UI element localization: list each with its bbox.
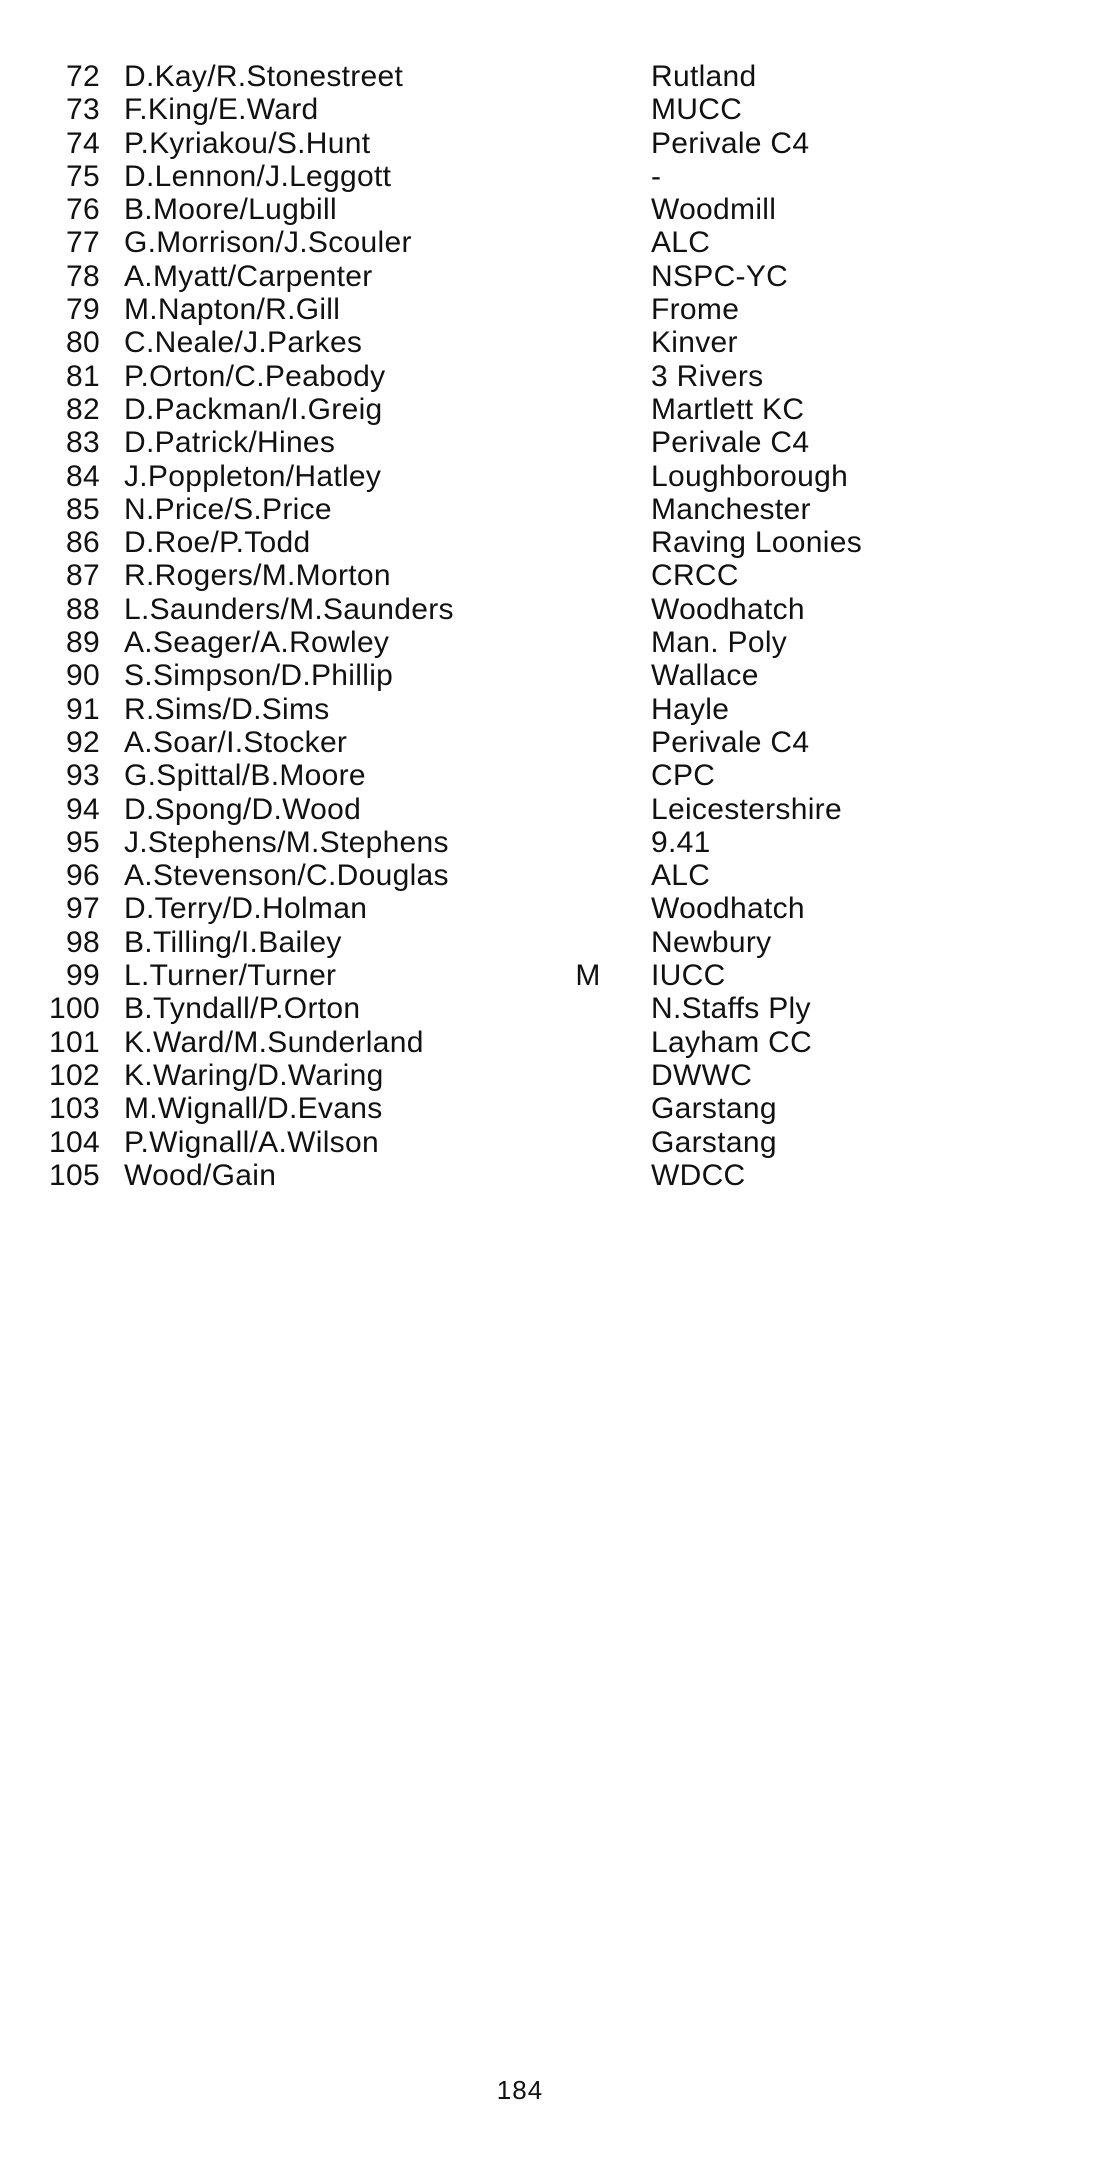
entry-number: 94 — [66, 792, 100, 826]
entry-number: 100 — [49, 992, 100, 1026]
entry-number: 88 — [66, 592, 100, 626]
crew-names: B.Tyndall/P.Orton — [124, 992, 361, 1026]
list-item — [0, 959, 1095, 992]
list-item — [0, 193, 1095, 226]
crew-names: D.Lennon/J.Leggott — [124, 159, 392, 193]
crew-names: G.Morrison/J.Scouler — [124, 226, 412, 260]
club-name: 3 Rivers — [651, 359, 764, 393]
crew-names: B.Tilling/I.Bailey — [124, 925, 342, 959]
club-name: Garstang — [651, 1125, 777, 1159]
club-name: Perivale C4 — [651, 426, 810, 460]
entry-number: 81 — [66, 359, 100, 393]
crew-names: M.Napton/R.Gill — [124, 293, 341, 327]
crew-names: A.Myatt/Carpenter — [124, 259, 373, 293]
club-name: ALC — [651, 226, 711, 260]
crew-names: S.Simpson/D.Phillip — [124, 659, 394, 693]
crew-names: K.Ward/M.Sunderland — [124, 1025, 424, 1059]
crew-names: F.King/E.Ward — [124, 93, 319, 127]
crew-names: D.Patrick/Hines — [124, 426, 336, 460]
entry-number: 101 — [49, 1025, 100, 1059]
list-item — [0, 426, 1095, 459]
list-item — [0, 1059, 1095, 1092]
class-marker: M — [575, 959, 601, 993]
list-item — [0, 360, 1095, 393]
list-item — [0, 1026, 1095, 1059]
entry-number: 72 — [66, 60, 100, 93]
crew-names: P.Wignall/A.Wilson — [124, 1125, 379, 1159]
entry-number: 93 — [66, 759, 100, 793]
club-name: Martlett KC — [651, 392, 805, 426]
entry-number: 86 — [66, 526, 100, 560]
list-item — [0, 293, 1095, 326]
list-item — [0, 859, 1095, 892]
club-name: NSPC-YC — [651, 259, 789, 293]
list-item — [0, 493, 1095, 526]
list-item — [0, 693, 1095, 726]
entry-number: 95 — [66, 825, 100, 859]
list-item — [0, 526, 1095, 559]
club-name: CRCC — [651, 559, 739, 593]
list-item — [0, 759, 1095, 792]
entry-number: 84 — [66, 459, 100, 493]
entry-number: 102 — [49, 1058, 100, 1092]
list-item — [0, 1092, 1095, 1125]
entry-number: 98 — [66, 925, 100, 959]
crew-names: J.Stephens/M.Stephens — [124, 825, 449, 859]
club-name: Kinver — [651, 326, 738, 360]
list-item — [0, 559, 1095, 592]
list-item — [0, 1159, 1095, 1192]
club-name: N.Staffs Ply — [651, 992, 811, 1026]
list-item — [0, 593, 1095, 626]
crew-names: K.Waring/D.Waring — [124, 1058, 384, 1092]
crew-names: J.Poppleton/Hatley — [124, 459, 382, 493]
club-name: Garstang — [651, 1092, 777, 1126]
list-item — [0, 1126, 1095, 1159]
club-name: MUCC — [651, 93, 743, 127]
entry-number: 80 — [66, 326, 100, 360]
entry-number: 103 — [49, 1092, 100, 1126]
club-name: Man. Poly — [651, 626, 788, 660]
list-item — [0, 127, 1095, 160]
club-name: Rutland — [651, 60, 757, 93]
entry-number: 77 — [66, 226, 100, 260]
list-item — [0, 60, 1095, 93]
crew-names: D.Packman/I.Greig — [124, 392, 383, 426]
crew-names: R.Sims/D.Sims — [124, 692, 330, 726]
list-item — [0, 926, 1095, 959]
club-name: Loughborough — [651, 459, 849, 493]
crew-names: P.Kyriakou/S.Hunt — [124, 126, 371, 160]
crew-names: B.Moore/Lugbill — [124, 193, 337, 227]
crew-names: L.Turner/Turner — [124, 959, 337, 993]
list-item — [0, 226, 1095, 259]
crew-names: L.Saunders/M.Saunders — [124, 592, 454, 626]
club-name: - — [651, 159, 662, 193]
club-name: IUCC — [651, 959, 726, 993]
entry-list — [0, 60, 1095, 1192]
entry-number: 92 — [66, 725, 100, 759]
entry-number: 75 — [66, 159, 100, 193]
list-item — [0, 260, 1095, 293]
club-name: Frome — [651, 293, 740, 327]
club-name: Layham CC — [651, 1025, 813, 1059]
entry-number: 97 — [66, 892, 100, 926]
club-name: Newbury — [651, 925, 772, 959]
list-item — [0, 826, 1095, 859]
entry-number: 78 — [66, 259, 100, 293]
crew-names: A.Stevenson/C.Douglas — [124, 859, 449, 893]
club-name: Woodmill — [651, 193, 777, 227]
crew-names: R.Rogers/M.Morton — [124, 559, 391, 593]
club-name: Perivale C4 — [651, 725, 810, 759]
club-name: Leicestershire — [651, 792, 842, 826]
list-item — [0, 726, 1095, 759]
club-name: CPC — [651, 759, 716, 793]
crew-names: A.Soar/I.Stocker — [124, 725, 348, 759]
entry-number: 85 — [66, 492, 100, 526]
crew-names: D.Roe/P.Todd — [124, 526, 311, 560]
entry-number: 89 — [66, 626, 100, 660]
crew-names: Wood/Gain — [124, 1158, 277, 1192]
club-name: Woodhatch — [651, 892, 805, 926]
entry-number: 90 — [66, 659, 100, 693]
page-number: 184 — [496, 2075, 544, 2105]
list-item — [0, 892, 1095, 925]
entry-number: 76 — [66, 193, 100, 227]
entry-number: 91 — [66, 692, 100, 726]
entry-number: 105 — [49, 1158, 100, 1192]
club-name: Raving Loonies — [651, 526, 863, 560]
club-name: Wallace — [651, 659, 759, 693]
entry-number: 74 — [66, 126, 100, 160]
list-item — [0, 992, 1095, 1025]
club-name: Manchester — [651, 492, 811, 526]
crew-names: P.Orton/C.Peabody — [124, 359, 386, 393]
entry-number: 79 — [66, 293, 100, 327]
list-item — [0, 160, 1095, 193]
club-name: WDCC — [651, 1158, 746, 1192]
list-item — [0, 93, 1095, 126]
entry-number: 73 — [66, 93, 100, 127]
crew-names: M.Wignall/D.Evans — [124, 1092, 383, 1126]
entry-number: 96 — [66, 859, 100, 893]
club-name: Hayle — [651, 692, 730, 726]
entry-number: 104 — [49, 1125, 100, 1159]
crew-names: D.Terry/D.Holman — [124, 892, 368, 926]
crew-names: G.Spittal/B.Moore — [124, 759, 366, 793]
list-item — [0, 659, 1095, 692]
crew-names: C.Neale/J.Parkes — [124, 326, 363, 360]
list-item — [0, 793, 1095, 826]
club-name: DWWC — [651, 1058, 753, 1092]
crew-names: D.Spong/D.Wood — [124, 792, 362, 826]
club-name: Perivale C4 — [651, 126, 810, 160]
entry-number: 99 — [66, 959, 100, 993]
club-name: Woodhatch — [651, 592, 805, 626]
club-name: ALC — [651, 859, 711, 893]
list-item — [0, 393, 1095, 426]
crew-names: N.Price/S.Price — [124, 492, 332, 526]
entry-number: 83 — [66, 426, 100, 460]
club-name: 9.41 — [651, 825, 711, 859]
list-item — [0, 460, 1095, 493]
entry-number: 87 — [66, 559, 100, 593]
list-item — [0, 626, 1095, 659]
crew-names: D.Kay/R.Stonestreet — [124, 60, 404, 93]
crew-names: A.Seager/A.Rowley — [124, 626, 390, 660]
entry-number: 82 — [66, 392, 100, 426]
list-item — [0, 326, 1095, 359]
